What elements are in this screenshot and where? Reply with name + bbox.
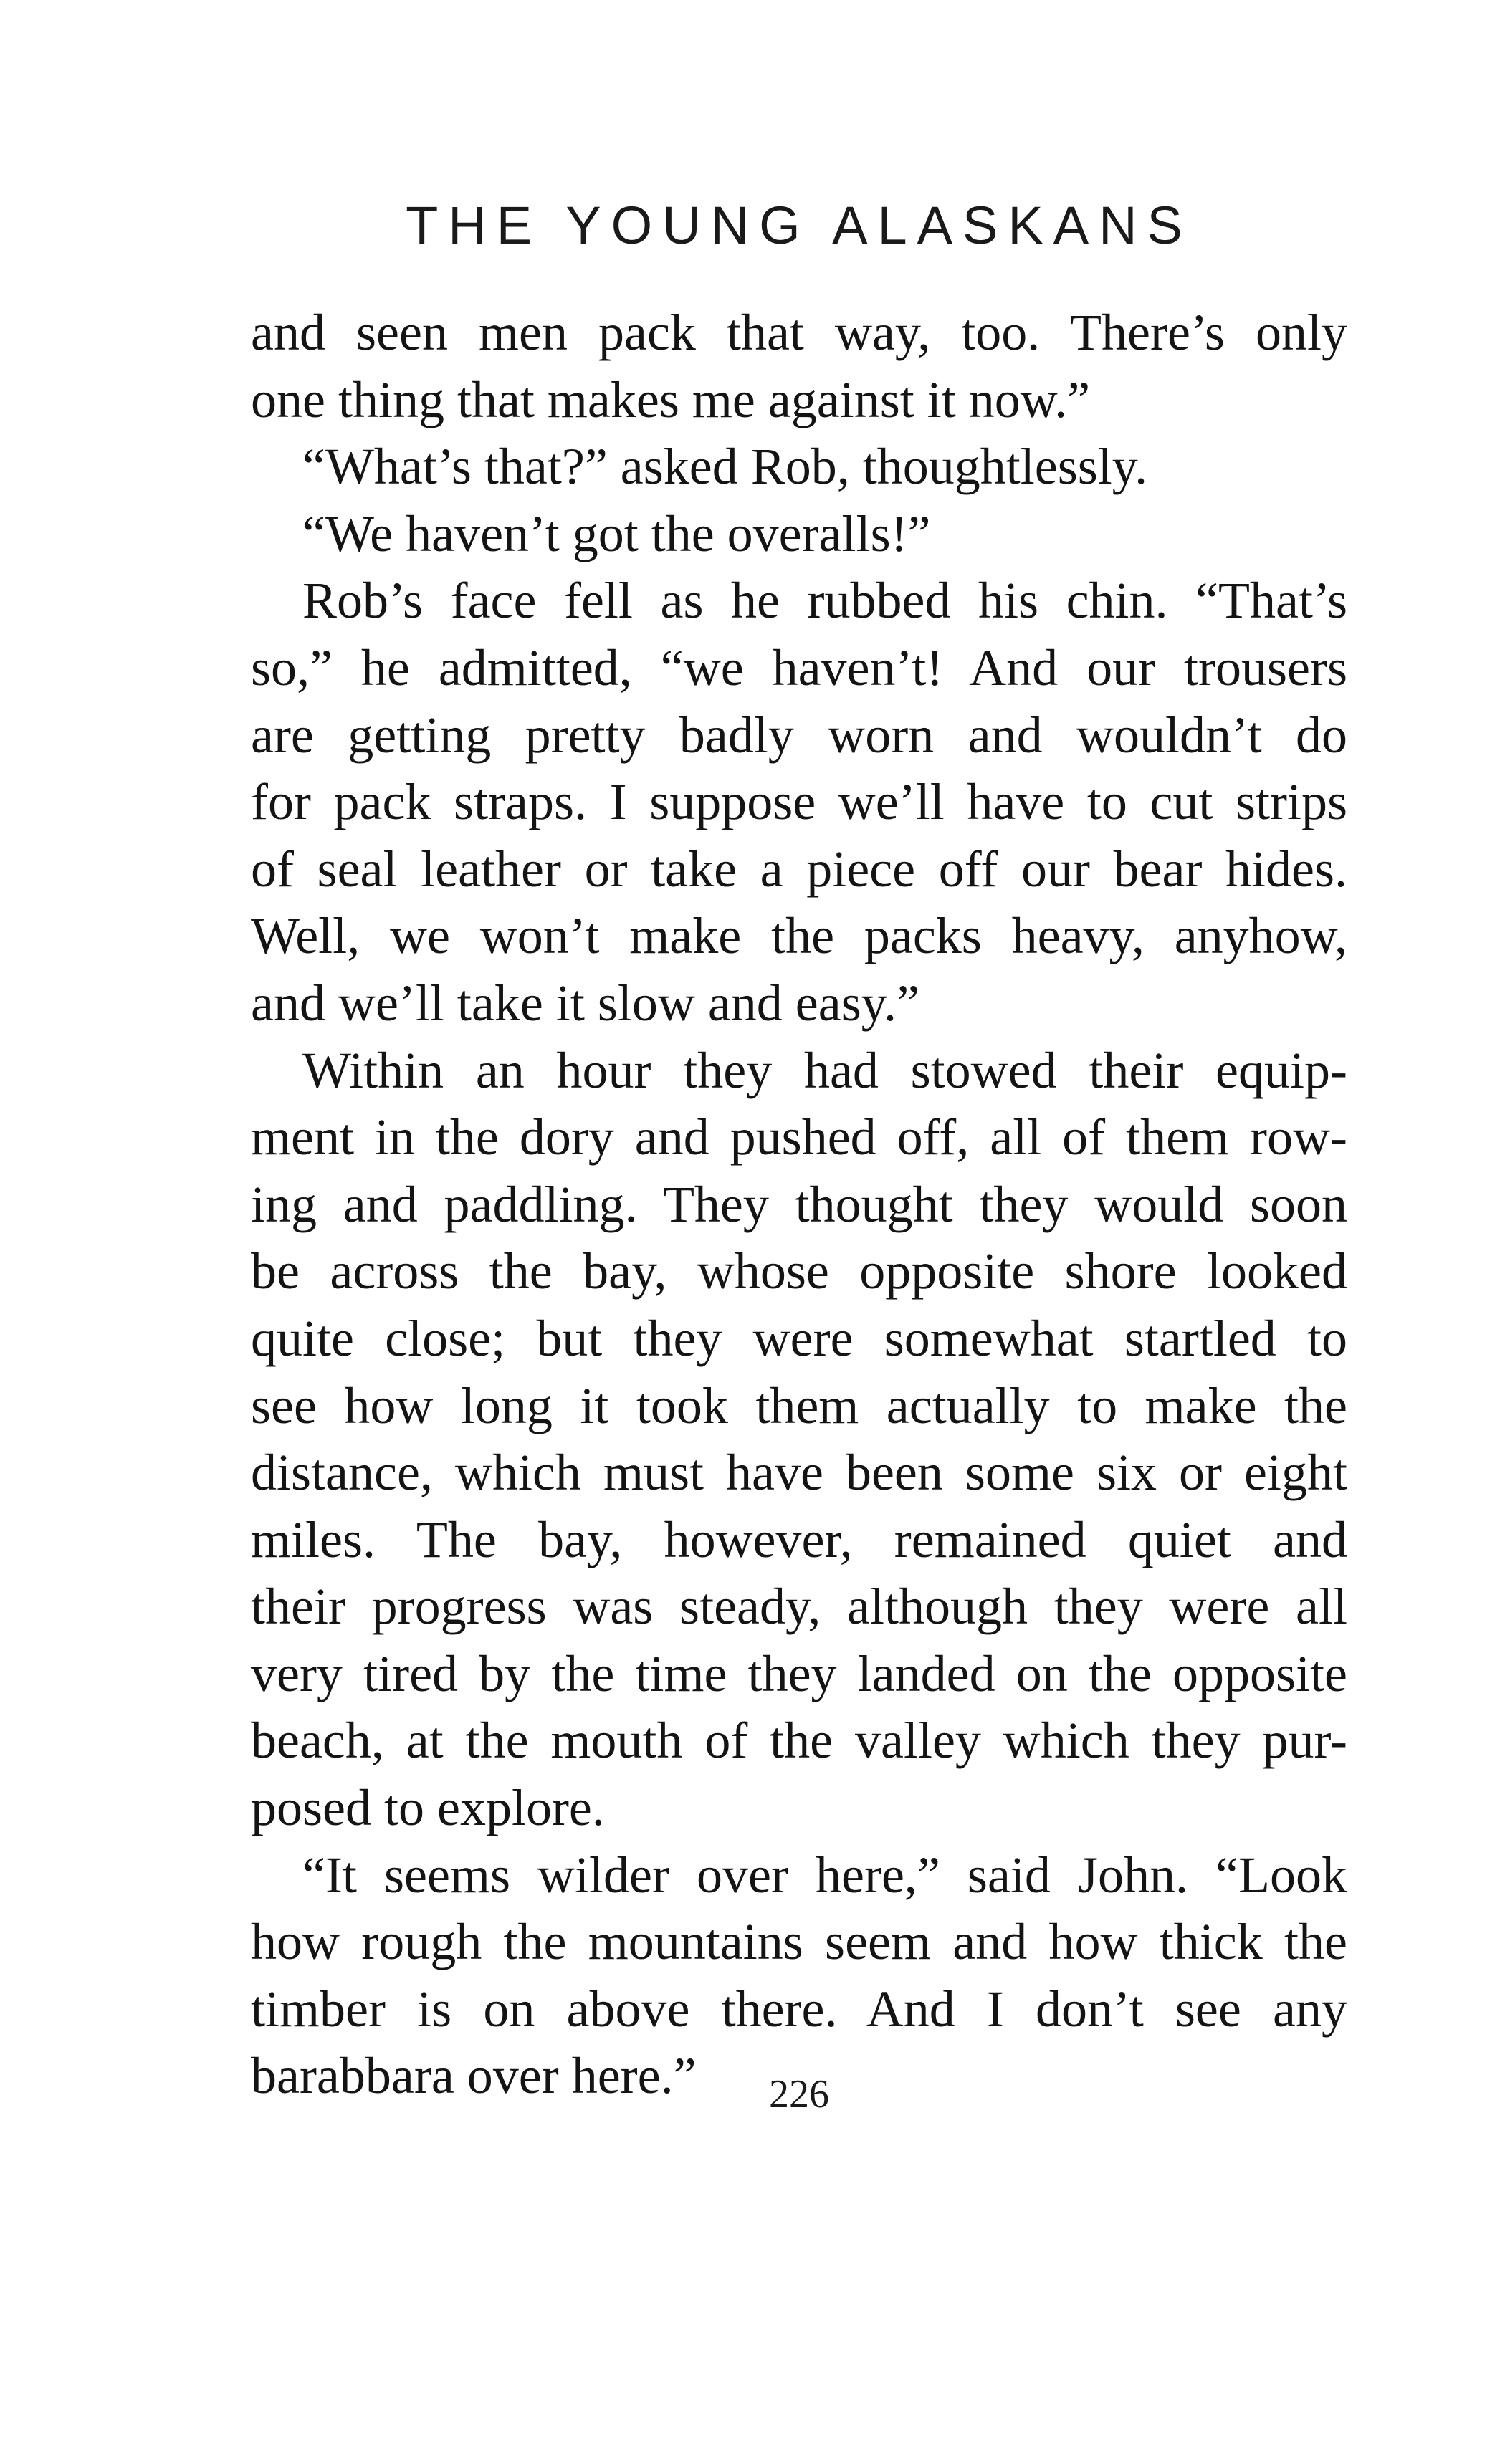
paragraph <box>251 1842 1347 2110</box>
page-number: 226 <box>769 2072 829 2117</box>
paragraph <box>251 433 1347 501</box>
paragraph <box>251 1037 1347 1842</box>
text-line: distance, which must have been some six or eight <box>251 1444 1347 1502</box>
text-line: posed to explore. <box>251 1779 605 1837</box>
body-text <box>251 299 1347 2110</box>
paragraph <box>251 567 1347 1037</box>
text-line: miles. The bay, however, remained quiet and <box>251 1510 1347 1568</box>
text-line: Rob’s face fell as he rubbed his chin. “That’s <box>302 572 1347 630</box>
text-line: “What’s that?” asked Rob, thoughtlessly. <box>302 438 1148 496</box>
text-line: Within an hour they had stowed their equip- <box>302 1041 1347 1099</box>
text-line: and seen men pack that way, too. There’s only <box>251 304 1347 361</box>
text-line: ment in the dory and pushed off, all of them row- <box>251 1108 1347 1166</box>
text-line: ing and paddling. They thought they would soon <box>251 1175 1347 1233</box>
text-line: beach, at the mouth of the valley which they pur- <box>251 1712 1347 1770</box>
text-line: be across the bay, whose opposite shore looked <box>251 1242 1347 1300</box>
text-line: barabbara over here.” <box>251 2047 697 2105</box>
text-line: “It seems wilder over here,” said John. “Look <box>302 1846 1347 1904</box>
paragraph <box>251 501 1347 568</box>
text-line: are getting pretty badly worn and wouldn’t do <box>251 706 1347 764</box>
text-line: one thing that makes me against it now.” <box>251 370 1091 428</box>
text-line: how rough the mountains seem and how thick the <box>251 1913 1347 1971</box>
text-line: very tired by the time they landed on the opposite <box>251 1644 1347 1702</box>
text-line: for pack straps. I suppose we’ll have to cut strips <box>251 773 1347 831</box>
text-line: “We haven’t got the overalls!” <box>302 504 931 562</box>
text-line: so,” he admitted, “we haven’t! And our trousers <box>251 638 1347 696</box>
paragraph <box>251 299 1347 433</box>
text-line: and we’ll take it slow and easy.” <box>251 974 920 1032</box>
text-line: of seal leather or take a piece off our bear hides. <box>251 840 1347 898</box>
running-head: THE YOUNG ALASKANS <box>406 196 1193 255</box>
text-line: their progress was steady, although they were all <box>251 1578 1347 1636</box>
text-line: see how long it took them actually to make the <box>251 1376 1347 1434</box>
text-line: timber is on above there. And I don’t see any <box>251 1980 1347 2038</box>
text-line: Well, we won’t make the packs heavy, anyhow, <box>251 907 1347 965</box>
text-line: quite close; but they were somewhat startled to <box>251 1309 1347 1367</box>
